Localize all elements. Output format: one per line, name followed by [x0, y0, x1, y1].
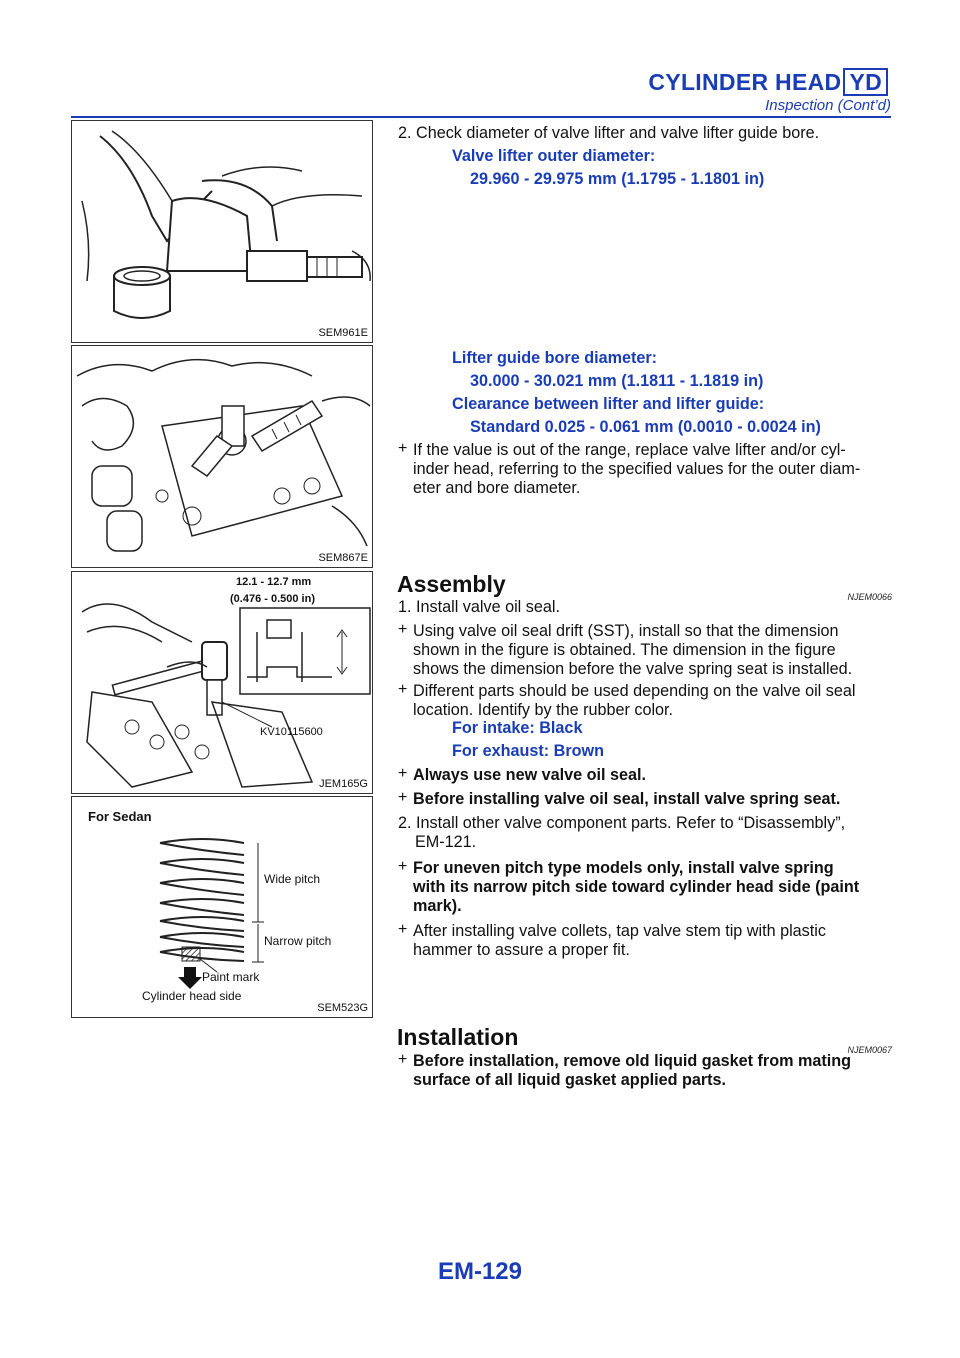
- bullet: +: [398, 789, 408, 806]
- uneven-pitch-bullet: For uneven pitch type models only, install valve spring with its narrow pitch side toward cylinder head side (paint mark).: [413, 859, 860, 915]
- bullet: +: [398, 921, 408, 938]
- assembly-heading: Assembly: [397, 571, 506, 597]
- lifter-od-value: 29.960 - 29.975 mm (1.1795 - 1.1801 in): [470, 170, 765, 188]
- drift-bullet: Using valve oil seal drift (SST), install so that the dimension shown in the figure is obtained. The dimension in the figure shows the dimension before the valve spring seat is installed.: [413, 622, 853, 678]
- gasket-bullet: Before installation, remove old liquid gasket from mating surface of all liquid gasket applied parts.: [413, 1052, 852, 1089]
- assembly-step-2: 2. Install other valve component parts. Refer to “Disassembly”, EM-121.: [398, 814, 846, 851]
- bore-label: Lifter guide bore diameter:: [452, 349, 658, 367]
- bullet: +: [398, 681, 408, 698]
- exhaust-color: For exhaust: Brown: [452, 742, 604, 760]
- range-bullet: If the value is out of the range, replace valve lifter and/or cyl- inder head, referring to the specified values for the outer diam- eter and bore diameter.: [413, 441, 861, 497]
- bullet: +: [398, 858, 408, 875]
- section-title: CYLINDER HEAD YD: [648, 68, 888, 96]
- figure-code: JEM165G: [319, 778, 368, 790]
- page-number: EM-129: [437, 1258, 523, 1285]
- narrow-pitch-label: Narrow pitch: [264, 934, 332, 948]
- spring-seat-bullet: Before installing valve oil seal, install valve spring seat.: [413, 790, 841, 808]
- bullet: +: [398, 440, 408, 457]
- step-2-check: 2. Check diameter of valve lifter and valve lifter guide bore.: [398, 124, 820, 142]
- dim-mm: 12.1 - 12.7 mm: [236, 576, 312, 588]
- bullet: +: [398, 1051, 408, 1068]
- cylinder-head-illustration: [72, 346, 372, 566]
- bullet: +: [398, 621, 408, 638]
- wide-pitch-label: Wide pitch: [264, 872, 321, 886]
- figure-oil-seal-install: [71, 571, 373, 794]
- micrometer-illustration: [72, 121, 372, 341]
- new-seal-bullet: Always use new valve oil seal.: [413, 766, 647, 784]
- assembly-code: NJEM0066: [847, 592, 892, 602]
- parts-bullet: Different parts should be used depending on the valve oil seal location. Identify by the rubber color.: [413, 682, 856, 719]
- paint-mark-label: Paint mark: [202, 970, 260, 984]
- figure-code: SEM523G: [317, 1002, 368, 1014]
- lifter-od-label: Valve lifter outer diameter:: [452, 147, 656, 165]
- assembly-step-1: 1. Install valve oil seal.: [398, 598, 560, 616]
- engine-badge: YD: [843, 68, 888, 96]
- figure-code: SEM867E: [318, 552, 368, 564]
- header-rule: [71, 116, 891, 118]
- clearance-label: Clearance between lifter and lifter guide:: [452, 395, 765, 413]
- dim-in: (0.476 - 0.500 in): [230, 593, 315, 605]
- clearance-value: Standard 0.025 - 0.061 mm (0.0010 - 0.0024 in): [470, 418, 821, 436]
- intake-color: For intake: Black: [452, 719, 583, 737]
- figure-label: For Sedan: [88, 809, 152, 824]
- valve-spring-illustration: [72, 797, 372, 1017]
- cylinder-head-side-label: Cylinder head side: [142, 989, 242, 1003]
- bullet: +: [398, 765, 408, 782]
- bore-value: 30.000 - 30.021 mm (1.1811 - 1.1819 in): [470, 372, 764, 390]
- tool-number: KV10115600: [260, 726, 323, 738]
- figure-lifter-measurement: [71, 120, 373, 343]
- collets-bullet: After installing valve collets, tap valve stem tip with plastic hammer to assure a proper fit.: [413, 922, 826, 959]
- down-arrow-icon: [178, 967, 202, 989]
- section-subtitle: Inspection (Cont’d): [765, 97, 891, 114]
- figure-bore-measurement: [71, 345, 373, 568]
- figure-valve-spring: [71, 796, 373, 1018]
- figure-code: SEM961E: [318, 327, 368, 339]
- oil-seal-drift-illustration: [72, 572, 372, 792]
- installation-heading: Installation: [397, 1024, 519, 1050]
- installation-code: NJEM0067: [847, 1045, 892, 1055]
